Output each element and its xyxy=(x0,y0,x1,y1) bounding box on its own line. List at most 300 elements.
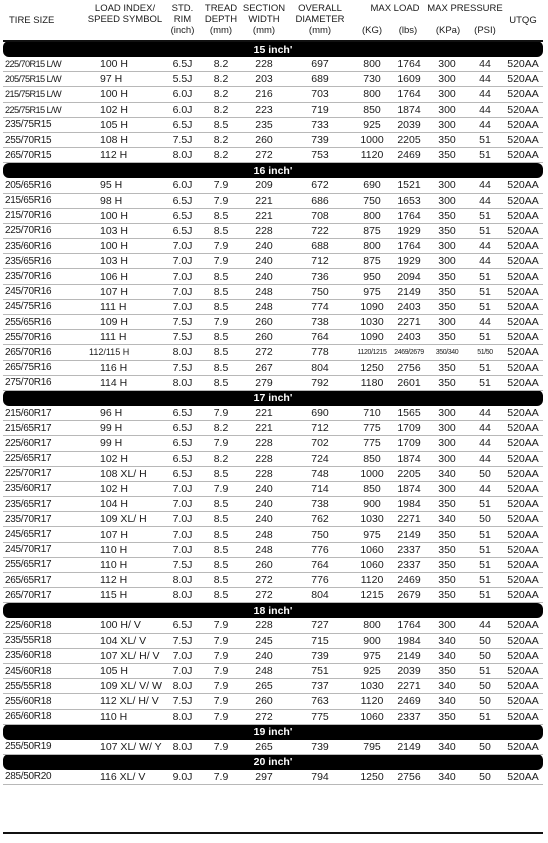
cell-max-pressure-psi: 44 xyxy=(467,57,503,72)
cell-max-pressure-kpa: 350 xyxy=(427,360,467,375)
cell-overall-diameter: 792 xyxy=(287,375,353,390)
cell-utqg: 520AA xyxy=(503,648,543,663)
cell-max-load-lbs: 2469/2679 xyxy=(391,345,427,360)
cell-max-load-lbs: 2149 xyxy=(391,740,427,755)
cell-tire-size: 205/65R16 xyxy=(3,178,86,193)
cell-max-pressure-kpa: 300 xyxy=(427,117,467,132)
cell-std-rim: 8.0J xyxy=(164,588,201,603)
cell-tire-size: 225/70R16 xyxy=(3,223,86,238)
cell-overall-diameter: 688 xyxy=(287,239,353,254)
cell-max-pressure-kpa: 350 xyxy=(427,223,467,238)
table-row xyxy=(3,436,543,451)
cell-tread-depth: 7.9 xyxy=(201,178,241,193)
cell-max-load-lbs: 2039 xyxy=(391,117,427,132)
cell-max-load-kg: 690 xyxy=(353,178,391,193)
cell-max-pressure-psi: 51 xyxy=(467,223,503,238)
cell-section-width: 235 xyxy=(241,117,287,132)
cell-overall-diameter: 804 xyxy=(287,588,353,603)
cell-tread-depth: 8.5 xyxy=(201,527,241,542)
cell-max-pressure-kpa: 300 xyxy=(427,436,467,451)
cell-section-width: 221 xyxy=(241,421,287,436)
cell-utqg: 520AA xyxy=(503,663,543,678)
cell-overall-diameter: 763 xyxy=(287,694,353,709)
cell-max-pressure-psi: 44 xyxy=(467,421,503,436)
cell-load-index: 95 H xyxy=(86,178,164,193)
cell-max-pressure-kpa: 300 xyxy=(427,406,467,421)
cell-load-index: 96 H xyxy=(86,406,164,421)
cell-max-pressure-kpa: 350/340 xyxy=(427,345,467,360)
cell-max-load-kg: 850 xyxy=(353,451,391,466)
cell-max-load-lbs: 1874 xyxy=(391,102,427,117)
header-tread-depth: TREAD DEPTH (mm) xyxy=(204,3,238,36)
cell-std-rim: 7.5J xyxy=(164,360,201,375)
cell-utqg: 520AA xyxy=(503,360,543,375)
cell-max-pressure-psi: 51 xyxy=(467,269,503,284)
cell-tire-size: 245/60R18 xyxy=(3,663,86,678)
cell-utqg: 520AA xyxy=(503,299,543,314)
table-row xyxy=(3,193,543,208)
cell-section-width: 272 xyxy=(241,148,287,163)
cell-std-rim: 6.5J xyxy=(164,193,201,208)
cell-max-load-kg: 1215 xyxy=(353,588,391,603)
cell-section-width: 248 xyxy=(241,663,287,678)
cell-max-load-lbs: 2403 xyxy=(391,330,427,345)
cell-max-load-kg: 1060 xyxy=(353,542,391,557)
cell-tread-depth: 8.2 xyxy=(201,132,241,147)
cell-section-width: 240 xyxy=(241,239,287,254)
cell-load-index: 109 H xyxy=(86,315,164,330)
cell-overall-diameter: 776 xyxy=(287,573,353,588)
cell-section-width: 248 xyxy=(241,284,287,299)
cell-section-width: 260 xyxy=(241,557,287,572)
cell-max-load-kg: 800 xyxy=(353,57,391,72)
table-row xyxy=(3,740,543,755)
cell-load-index: 107 H xyxy=(86,284,164,299)
cell-utqg: 520AA xyxy=(503,57,543,72)
cell-tire-size: 265/60R18 xyxy=(3,709,86,724)
cell-tire-size: 265/70R15 xyxy=(3,148,86,163)
cell-tread-depth: 8.5 xyxy=(201,330,241,345)
cell-max-pressure-psi: 51 xyxy=(467,557,503,572)
cell-overall-diameter: 738 xyxy=(287,315,353,330)
cell-max-load-kg: 925 xyxy=(353,117,391,132)
cell-max-load-lbs: 1521 xyxy=(391,178,427,193)
cell-max-load-kg: 800 xyxy=(353,208,391,223)
header-max-pressure: MAX PRESSURE (KPa) (PSI) xyxy=(427,3,503,36)
cell-utqg: 520AA xyxy=(503,512,543,527)
cell-tread-depth: 7.9 xyxy=(201,663,241,678)
cell-max-load-kg: 1030 xyxy=(353,679,391,694)
cell-max-pressure-kpa: 350 xyxy=(427,375,467,390)
cell-std-rim: 6.0J xyxy=(164,102,201,117)
cell-overall-diameter: 739 xyxy=(287,648,353,663)
cell-max-load-kg: 800 xyxy=(353,239,391,254)
cell-max-pressure-psi: 44 xyxy=(467,72,503,87)
cell-max-pressure-psi: 51 xyxy=(467,663,503,678)
cell-max-pressure-psi: 51 xyxy=(467,132,503,147)
cell-max-load-kg: 1060 xyxy=(353,557,391,572)
cell-std-rim: 6.5J xyxy=(164,223,201,238)
cell-std-rim: 6.5J xyxy=(164,208,201,223)
table-row xyxy=(3,148,543,163)
cell-overall-diameter: 750 xyxy=(287,527,353,542)
table-row xyxy=(3,178,543,193)
cell-section-width: 260 xyxy=(241,694,287,709)
cell-max-load-kg: 800 xyxy=(353,87,391,102)
table-row xyxy=(3,315,543,330)
cell-max-pressure-kpa: 300 xyxy=(427,421,467,436)
cell-max-load-kg: 775 xyxy=(353,421,391,436)
tire-spec-table xyxy=(3,0,543,785)
cell-utqg: 520AA xyxy=(503,178,543,193)
cell-max-load-kg: 795 xyxy=(353,740,391,755)
cell-max-pressure-psi: 50 xyxy=(467,770,503,785)
cell-section-width: 228 xyxy=(241,436,287,451)
cell-overall-diameter: 733 xyxy=(287,117,353,132)
cell-std-rim: 7.0J xyxy=(164,527,201,542)
cell-max-pressure-kpa: 350 xyxy=(427,663,467,678)
cell-max-pressure-psi: 51 xyxy=(467,709,503,724)
cell-tread-depth: 8.5 xyxy=(201,360,241,375)
cell-max-load-kg: 1000 xyxy=(353,466,391,481)
cell-tread-depth: 7.9 xyxy=(201,481,241,496)
table-row xyxy=(3,633,543,648)
cell-max-load-kg: 850 xyxy=(353,102,391,117)
cell-max-pressure-psi: 44 xyxy=(467,254,503,269)
bottom-rule xyxy=(3,832,543,834)
table-row xyxy=(3,72,543,87)
cell-std-rim: 6.0J xyxy=(164,87,201,102)
cell-tread-depth: 7.9 xyxy=(201,239,241,254)
cell-std-rim: 7.0J xyxy=(164,542,201,557)
cell-max-load-kg: 1000 xyxy=(353,132,391,147)
cell-load-index: 105 H xyxy=(86,117,164,132)
cell-std-rim: 6.5J xyxy=(164,436,201,451)
cell-max-pressure-psi: 51 xyxy=(467,375,503,390)
cell-max-load-kg: 800 xyxy=(353,618,391,633)
cell-load-index: 102 H xyxy=(86,451,164,466)
cell-utqg: 520AA xyxy=(503,315,543,330)
cell-utqg: 520AA xyxy=(503,117,543,132)
cell-section-width: 248 xyxy=(241,542,287,557)
cell-max-pressure-kpa: 300 xyxy=(427,451,467,466)
cell-max-pressure-kpa: 350 xyxy=(427,148,467,163)
cell-max-load-lbs: 2271 xyxy=(391,679,427,694)
cell-std-rim: 7.5J xyxy=(164,330,201,345)
cell-tread-depth: 8.5 xyxy=(201,345,241,360)
cell-max-load-kg: 1120 xyxy=(353,694,391,709)
cell-max-pressure-kpa: 350 xyxy=(427,588,467,603)
table-row xyxy=(3,406,543,421)
cell-load-index: 100 H xyxy=(86,208,164,223)
cell-section-width: 240 xyxy=(241,269,287,284)
cell-max-pressure-psi: 51/50 xyxy=(467,345,503,360)
cell-overall-diameter: 737 xyxy=(287,679,353,694)
cell-tire-size: 245/75R16 xyxy=(3,299,86,314)
cell-std-rim: 7.0J xyxy=(164,269,201,284)
cell-std-rim: 8.0J xyxy=(164,345,201,360)
cell-load-index: 114 H xyxy=(86,375,164,390)
cell-overall-diameter: 702 xyxy=(287,436,353,451)
cell-max-load-kg: 900 xyxy=(353,633,391,648)
cell-max-pressure-psi: 44 xyxy=(467,436,503,451)
cell-overall-diameter: 738 xyxy=(287,497,353,512)
cell-max-load-lbs: 1764 xyxy=(391,208,427,223)
cell-load-index: 108 XL/ H xyxy=(86,466,164,481)
cell-tire-size: 275/70R16 xyxy=(3,375,86,390)
cell-max-load-lbs: 1874 xyxy=(391,451,427,466)
cell-overall-diameter: 672 xyxy=(287,178,353,193)
cell-max-pressure-psi: 44 xyxy=(467,117,503,132)
header-lbs: (lbs) xyxy=(398,25,418,36)
cell-std-rim: 6.5J xyxy=(164,466,201,481)
table-row xyxy=(3,254,543,269)
cell-max-pressure-kpa: 340 xyxy=(427,633,467,648)
cell-overall-diameter: 778 xyxy=(287,345,353,360)
cell-utqg: 520AA xyxy=(503,284,543,299)
cell-max-pressure-psi: 44 xyxy=(467,102,503,117)
table-row xyxy=(3,269,543,284)
cell-max-pressure-psi: 51 xyxy=(467,148,503,163)
cell-max-load-lbs: 1609 xyxy=(391,72,427,87)
cell-load-index: 109 XL/ H xyxy=(86,512,164,527)
cell-max-pressure-psi: 51 xyxy=(467,497,503,512)
cell-tread-depth: 8.5 xyxy=(201,208,241,223)
cell-tread-depth: 8.2 xyxy=(201,148,241,163)
cell-max-load-kg: 875 xyxy=(353,254,391,269)
cell-max-pressure-kpa: 350 xyxy=(427,132,467,147)
cell-load-index: 98 H xyxy=(86,193,164,208)
cell-section-width: 240 xyxy=(241,648,287,663)
cell-utqg: 520AA xyxy=(503,87,543,102)
cell-max-load-kg: 850 xyxy=(353,481,391,496)
cell-tread-depth: 7.9 xyxy=(201,709,241,724)
cell-utqg: 520AA xyxy=(503,573,543,588)
cell-max-load-lbs: 1874 xyxy=(391,481,427,496)
table-row xyxy=(3,527,543,542)
cell-tire-size: 265/65R17 xyxy=(3,573,86,588)
cell-tire-size: 255/65R16 xyxy=(3,315,86,330)
cell-section-width: 223 xyxy=(241,102,287,117)
cell-std-rim: 6.5J xyxy=(164,618,201,633)
section-header xyxy=(3,390,543,406)
cell-section-width: 267 xyxy=(241,360,287,375)
cell-std-rim: 8.0J xyxy=(164,679,201,694)
cell-tire-size: 245/70R16 xyxy=(3,284,86,299)
cell-tire-size: 225/60R17 xyxy=(3,436,86,451)
cell-max-pressure-psi: 44 xyxy=(467,451,503,466)
cell-load-index: 112 H xyxy=(86,573,164,588)
header-max-load: MAX LOAD (KG) (lbs) xyxy=(353,0,427,41)
cell-max-load-kg: 1250 xyxy=(353,770,391,785)
header-kg: (KG) xyxy=(361,25,383,36)
cell-max-pressure-kpa: 300 xyxy=(427,57,467,72)
cell-max-pressure-psi: 51 xyxy=(467,360,503,375)
cell-tire-size: 205/75R15 L/W xyxy=(3,72,86,87)
cell-section-width: 228 xyxy=(241,466,287,481)
cell-section-width: 216 xyxy=(241,87,287,102)
cell-tire-size: 235/75R15 xyxy=(3,117,86,132)
cell-tread-depth: 8.5 xyxy=(201,117,241,132)
cell-max-load-kg: 975 xyxy=(353,648,391,663)
table-row xyxy=(3,679,543,694)
cell-tread-depth: 8.5 xyxy=(201,573,241,588)
cell-max-load-kg: 710 xyxy=(353,406,391,421)
cell-max-load-kg: 730 xyxy=(353,72,391,87)
cell-tire-size: 215/65R16 xyxy=(3,193,86,208)
cell-load-index: 107 H xyxy=(86,527,164,542)
cell-max-pressure-psi: 44 xyxy=(467,178,503,193)
cell-load-index: 116 H xyxy=(86,360,164,375)
cell-tire-size: 255/50R19 xyxy=(3,740,86,755)
cell-std-rim: 8.0J xyxy=(164,148,201,163)
cell-max-load-lbs: 1764 xyxy=(391,57,427,72)
cell-max-pressure-psi: 50 xyxy=(467,679,503,694)
cell-tire-size: 225/75R15 L/W xyxy=(3,102,86,117)
cell-load-index: 103 H xyxy=(86,254,164,269)
cell-max-load-lbs: 2403 xyxy=(391,299,427,314)
cell-overall-diameter: 714 xyxy=(287,481,353,496)
cell-max-load-lbs: 1565 xyxy=(391,406,427,421)
cell-max-load-lbs: 1764 xyxy=(391,87,427,102)
cell-tread-depth: 8.5 xyxy=(201,223,241,238)
cell-tread-depth: 7.9 xyxy=(201,679,241,694)
cell-tire-size: 235/60R18 xyxy=(3,648,86,663)
cell-overall-diameter: 762 xyxy=(287,512,353,527)
cell-tread-depth: 8.2 xyxy=(201,451,241,466)
table-row xyxy=(3,542,543,557)
cell-tire-size: 235/65R17 xyxy=(3,497,86,512)
cell-utqg: 520AA xyxy=(503,345,543,360)
cell-section-width: 279 xyxy=(241,375,287,390)
table-row xyxy=(3,345,543,360)
cell-std-rim: 7.0J xyxy=(164,254,201,269)
cell-tread-depth: 8.5 xyxy=(201,512,241,527)
cell-tire-size: 255/70R15 xyxy=(3,132,86,147)
cell-utqg: 520AA xyxy=(503,770,543,785)
cell-overall-diameter: 712 xyxy=(287,421,353,436)
cell-utqg: 520AA xyxy=(503,132,543,147)
table-row xyxy=(3,512,543,527)
table-row xyxy=(3,223,543,238)
cell-max-pressure-kpa: 350 xyxy=(427,208,467,223)
cell-tread-depth: 8.5 xyxy=(201,284,241,299)
cell-std-rim: 8.0J xyxy=(164,573,201,588)
cell-max-load-lbs: 1709 xyxy=(391,421,427,436)
cell-max-pressure-kpa: 300 xyxy=(427,254,467,269)
cell-max-load-lbs: 2337 xyxy=(391,557,427,572)
cell-section-width: 265 xyxy=(241,740,287,755)
cell-tire-size: 235/55R18 xyxy=(3,633,86,648)
table-row xyxy=(3,466,543,481)
cell-std-rim: 6.5J xyxy=(164,117,201,132)
cell-max-load-lbs: 2337 xyxy=(391,709,427,724)
cell-section-width: 228 xyxy=(241,618,287,633)
cell-std-rim: 6.5J xyxy=(164,406,201,421)
cell-tire-size: 245/70R17 xyxy=(3,542,86,557)
cell-max-pressure-kpa: 340 xyxy=(427,679,467,694)
cell-section-width: 228 xyxy=(241,223,287,238)
cell-max-load-lbs: 1984 xyxy=(391,633,427,648)
table-row xyxy=(3,117,543,132)
cell-max-pressure-kpa: 300 xyxy=(427,87,467,102)
cell-std-rim: 6.5J xyxy=(164,451,201,466)
table-row xyxy=(3,299,543,314)
section-header xyxy=(3,41,543,57)
cell-utqg: 520AA xyxy=(503,497,543,512)
cell-utqg: 520AA xyxy=(503,557,543,572)
cell-std-rim: 7.0J xyxy=(164,497,201,512)
cell-max-pressure-psi: 51 xyxy=(467,542,503,557)
cell-max-pressure-kpa: 350 xyxy=(427,299,467,314)
cell-overall-diameter: 776 xyxy=(287,542,353,557)
cell-max-load-lbs: 1929 xyxy=(391,254,427,269)
cell-max-load-lbs: 2756 xyxy=(391,360,427,375)
cell-section-width: 260 xyxy=(241,330,287,345)
cell-max-pressure-kpa: 350 xyxy=(427,497,467,512)
cell-max-load-lbs: 2149 xyxy=(391,527,427,542)
cell-load-index: 104 XL/ V xyxy=(86,633,164,648)
cell-tread-depth: 8.5 xyxy=(201,557,241,572)
cell-max-pressure-kpa: 350 xyxy=(427,527,467,542)
cell-overall-diameter: 804 xyxy=(287,360,353,375)
cell-max-pressure-kpa: 340 xyxy=(427,770,467,785)
cell-load-index: 109 XL/ V/ W xyxy=(86,679,164,694)
section-header xyxy=(3,603,543,619)
table-row xyxy=(3,284,543,299)
cell-max-load-kg: 950 xyxy=(353,269,391,284)
cell-max-pressure-kpa: 340 xyxy=(427,694,467,709)
cell-overall-diameter: 722 xyxy=(287,223,353,238)
header-load-index: LOAD INDEX/ SPEED SYMBOL xyxy=(87,3,163,25)
cell-load-index: 112/115 H xyxy=(86,345,164,360)
cell-max-load-kg: 900 xyxy=(353,497,391,512)
cell-utqg: 520AA xyxy=(503,740,543,755)
cell-utqg: 520AA xyxy=(503,679,543,694)
table-row xyxy=(3,709,543,724)
cell-max-load-lbs: 2149 xyxy=(391,648,427,663)
cell-std-rim: 8.0J xyxy=(164,740,201,755)
cell-max-pressure-psi: 44 xyxy=(467,406,503,421)
cell-max-load-lbs: 1929 xyxy=(391,223,427,238)
cell-max-load-lbs: 1764 xyxy=(391,618,427,633)
table-row xyxy=(3,330,543,345)
cell-max-pressure-psi: 50 xyxy=(467,633,503,648)
cell-tread-depth: 7.9 xyxy=(201,633,241,648)
cell-max-load-kg: 1120 xyxy=(353,148,391,163)
cell-tire-size: 265/75R16 xyxy=(3,360,86,375)
cell-max-load-kg: 750 xyxy=(353,193,391,208)
cell-load-index: 97 H xyxy=(86,72,164,87)
header-psi: (PSI) xyxy=(474,25,496,36)
cell-max-load-lbs: 2149 xyxy=(391,284,427,299)
table-row xyxy=(3,694,543,709)
cell-utqg: 520AA xyxy=(503,223,543,238)
cell-max-pressure-psi: 44 xyxy=(467,193,503,208)
cell-tire-size: 265/70R17 xyxy=(3,588,86,603)
cell-max-load-lbs: 2094 xyxy=(391,269,427,284)
cell-overall-diameter: 775 xyxy=(287,709,353,724)
cell-max-pressure-kpa: 340 xyxy=(427,466,467,481)
cell-max-pressure-psi: 51 xyxy=(467,208,503,223)
cell-tread-depth: 7.9 xyxy=(201,315,241,330)
cell-max-load-lbs: 2469 xyxy=(391,148,427,163)
cell-utqg: 520AA xyxy=(503,208,543,223)
cell-section-width: 272 xyxy=(241,345,287,360)
cell-section-width: 265 xyxy=(241,679,287,694)
cell-max-pressure-kpa: 300 xyxy=(427,481,467,496)
cell-max-load-kg: 975 xyxy=(353,284,391,299)
